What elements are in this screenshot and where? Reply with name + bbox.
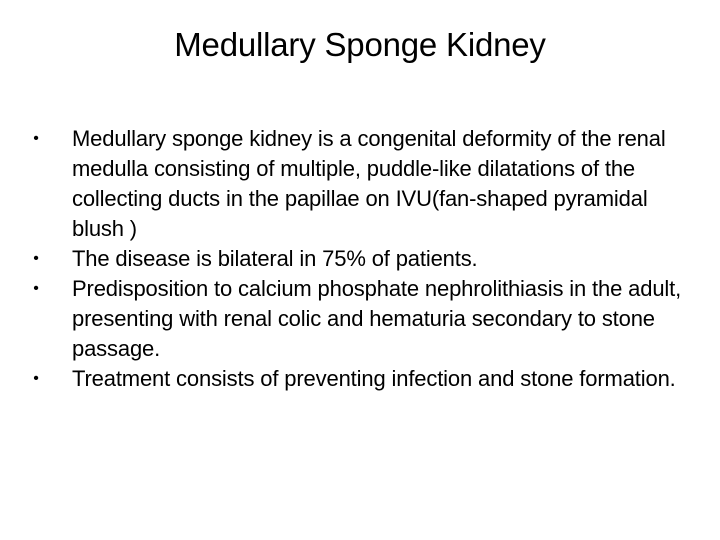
bullet-text: The disease is bilateral in 75% of patients. bbox=[72, 246, 478, 271]
bullet-item bbox=[26, 364, 688, 394]
bullet-point-icon: • bbox=[33, 250, 39, 267]
bullet-text: Predisposition to calcium phosphate nephrolithiasis in the adult, presenting with renal colic and hematuria secondary to stone passage. bbox=[72, 276, 682, 361]
bullet-list bbox=[26, 124, 688, 394]
bullet-item bbox=[26, 244, 688, 274]
bullet-item bbox=[26, 124, 688, 244]
slide-title: Medullary Sponge Kidney bbox=[174, 26, 546, 63]
bullet-point-icon: • bbox=[33, 280, 39, 297]
bullet-point-icon: • bbox=[33, 370, 39, 387]
bullet-text: Treatment consists of preventing infection and stone formation. bbox=[72, 366, 676, 391]
bullet-item bbox=[26, 274, 688, 364]
bullet-point-icon: • bbox=[33, 130, 39, 147]
bullet-text: Medullary sponge kidney is a congenital deformity of the renal medulla consisting of multiple, puddle-like dilatations of the collecting ducts in the papillae on IVU(fan-shaped pyramidal blush ) bbox=[72, 126, 666, 241]
